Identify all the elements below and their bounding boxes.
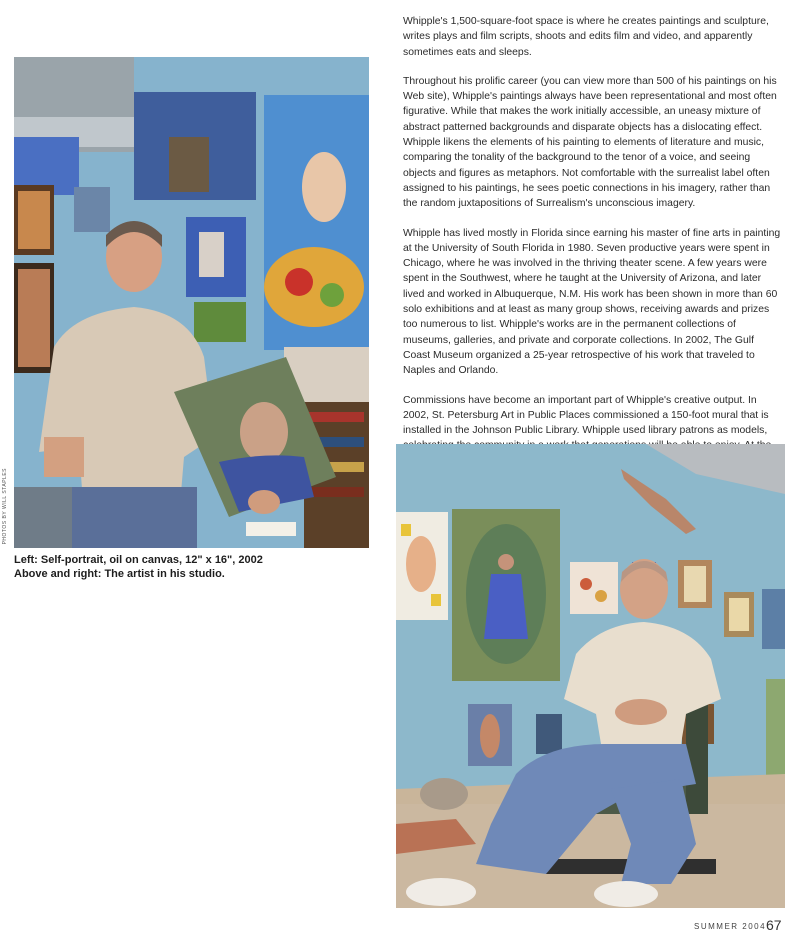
article-paragraph: Commissions have become an important part of Whipple's creative output. In 2002, St. Petersburg Art in Public Places commissioned a 150-foot mural that is installed in the Johnson Public Library. Whipple used library patrons as models, [403,394,769,437]
article-paragraph: Whipple has lived mostly in Florida since earning his master of fine arts in painting at the University of South Florida in 1980. Seven productive years were spent in Chicago, where he was involved in the thriving theater scene. A few years were spent in the Southwest, where he taught at the University of Arizona, and later lived and worked in Albuquerque, N.M. His work has been shown in more than 60 solo exhibitions and at least as many group shows, receiving awards and prizes too numerous to list. Whipple's works are in the permanent collections of museums, galleries, and private and corporate collections. In 2002, The Gulf Coast Museum organized a 25-year retrospective of his work that traveled to Naples and Orlando. [403,227,781,377]
photo-artist-holding-self-portrait [14,57,369,548]
article-paragraph: Throughout his prolific career (you can view more than 500 of his paintings on his Web site), Whipple's paintings always have been representational and most often figurative. While that makes the work initially accessible, an uneasy mixture of abstract patterned backgrounds and disparate objects has a dislocating effect. Whipple likens the elements of his painting to elements of literature and music, comparing the tonality of the background to the tenor of a voice, and seeing objects and figures as metaphors. Not comfortable with the surrealist label often assigned to his paintings, he sees poetic connections in his imagery, rather than the random juxtapositions of Surrealism's unconscious imagery. [403,75,777,210]
caption-line-1: Left: Self-portrait, oil on canvas, 12" x 16", 2002 [14,554,263,566]
article-paragraph: Whipple's 1,500-square-foot space is where he creates paintings and sculpture, writes plays and film scripts, shoots and edits film and video, and apparently sometimes eats and sleeps. [403,16,769,58]
photo-caption [14,553,374,581]
article-body [403,14,781,468]
issue-label: SUMMER 2004 [694,922,767,931]
page-number: 67 [766,917,782,933]
photo-credit: PHOTOS BY WILL STAPLES [2,468,8,545]
photo-artist-seated-in-studio [396,444,785,908]
caption-line-2: Above and right: The artist in his studio. [14,568,225,580]
